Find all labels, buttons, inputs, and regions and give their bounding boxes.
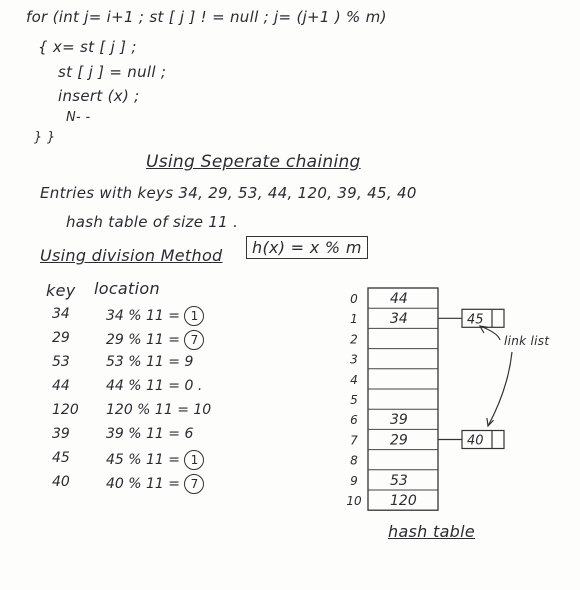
link-list-label: link list bbox=[504, 334, 550, 348]
column-key: key bbox=[46, 281, 76, 300]
code-line-1: for (int j= i+1 ; st [ j ] ! = null ; j= (j+1 ) % m) bbox=[26, 8, 387, 26]
chain-nodes bbox=[438, 309, 512, 448]
slot-index: 1 bbox=[350, 312, 358, 327]
row-expression: 45 % 11 = bbox=[106, 452, 185, 468]
column-location: location bbox=[94, 279, 160, 298]
slot-index: 5 bbox=[350, 393, 358, 407]
slot-value: 44 bbox=[390, 291, 408, 307]
row-expression: 34 % 11 = bbox=[106, 308, 185, 324]
intro-line-1: Entries with keys 34, 29, 53, 44, 120, 39, 45, 40 bbox=[40, 184, 417, 202]
row-result: 9 bbox=[184, 354, 194, 370]
link-arrow-down bbox=[488, 352, 512, 426]
chain-node-value: 45 bbox=[467, 312, 484, 328]
row-expression: 40 % 11 = bbox=[106, 476, 185, 492]
slot-index: 6 bbox=[350, 413, 358, 428]
code-line-5: N- - bbox=[66, 110, 91, 125]
row-key: 45 bbox=[52, 450, 70, 466]
formula-box: h(x) = x % m bbox=[246, 236, 368, 259]
row-key: 40 bbox=[52, 474, 70, 490]
slot-index: 9 bbox=[350, 473, 358, 488]
slot-index: 4 bbox=[350, 372, 358, 387]
page-heading: Using Seperate chaining bbox=[146, 152, 361, 172]
hash-table-caption: hash table bbox=[388, 522, 476, 541]
chain-node-value: 40 bbox=[467, 433, 484, 449]
slot-index: 7 bbox=[350, 433, 358, 448]
row-key: 120 bbox=[52, 402, 79, 418]
slot-value: 120 bbox=[390, 493, 417, 509]
slot-index: 2 bbox=[350, 332, 358, 347]
row-expression: 53 % 11 = bbox=[106, 354, 185, 370]
row-key: 29 bbox=[52, 330, 70, 346]
intro-line-2: hash table of size 11 . bbox=[66, 213, 239, 231]
code-line-3: st [ j ] = null ; bbox=[58, 63, 167, 81]
link-arrow-up bbox=[480, 326, 500, 340]
row-key: 34 bbox=[52, 306, 70, 322]
code-line-6: } } bbox=[34, 130, 56, 145]
row-key: 44 bbox=[52, 378, 70, 394]
row-key: 53 bbox=[52, 354, 70, 370]
hash-table bbox=[346, 288, 438, 510]
row-result: 7 bbox=[184, 330, 204, 350]
row-expression: 44 % 11 = bbox=[106, 378, 185, 394]
row-result: 7 bbox=[184, 474, 204, 494]
row-expression: 120 % 11 = bbox=[106, 402, 194, 418]
row-key: 39 bbox=[52, 426, 70, 442]
slot-index: 0 bbox=[350, 292, 358, 306]
row-result: 1 bbox=[184, 306, 204, 326]
slot-index: 10 bbox=[346, 494, 362, 508]
row-expression: 39 % 11 = bbox=[106, 426, 185, 442]
row-result: 10 bbox=[193, 402, 212, 418]
slot-index: 8 bbox=[350, 453, 358, 468]
row-expression: 29 % 11 = bbox=[106, 332, 185, 348]
slot-value: 39 bbox=[390, 412, 408, 429]
row-result: 6 bbox=[184, 426, 194, 442]
slot-value: 34 bbox=[390, 311, 408, 328]
method-label: Using division Method bbox=[40, 246, 223, 265]
code-line-2: { x= st [ j ] ; bbox=[38, 38, 137, 56]
row-result: 1 bbox=[184, 450, 204, 470]
slot-value: 53 bbox=[390, 472, 408, 489]
slot-index: 3 bbox=[350, 352, 358, 367]
slot-value: 29 bbox=[390, 432, 408, 449]
row-result: 0 . bbox=[184, 378, 203, 394]
code-line-4: insert (x) ; bbox=[58, 87, 140, 105]
